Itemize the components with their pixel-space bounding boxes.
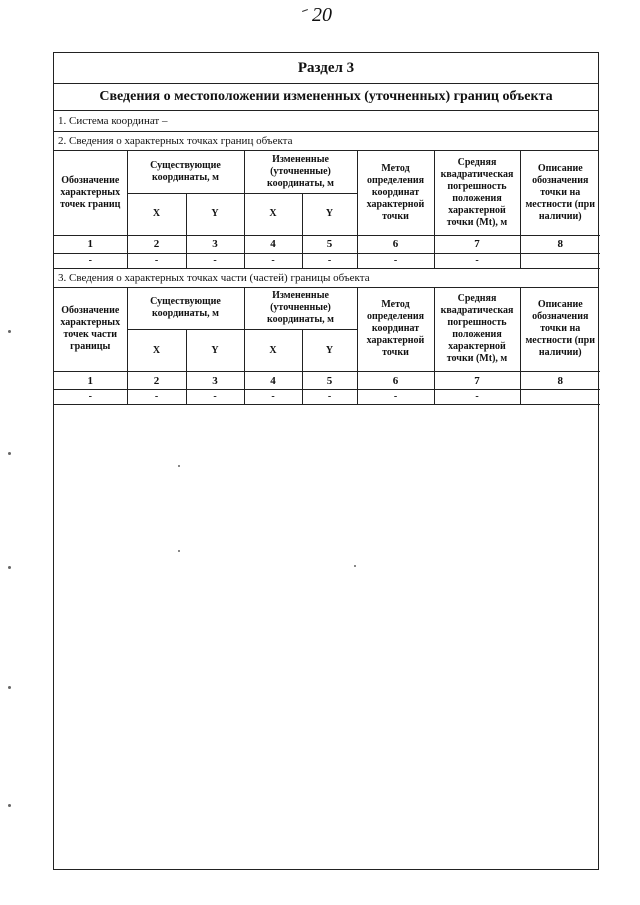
coordinate-system-line: 1. Система координат – <box>54 111 598 132</box>
header-description: Описание обозначения точки на местности (при наличии) <box>520 288 600 372</box>
table-cell: - <box>302 253 357 268</box>
header-description: Описание обозначения точки на местности (при наличии) <box>520 151 600 235</box>
header-existing-coords: Существующие координаты, м <box>127 288 244 330</box>
table2-caption: 3. Сведения о характерных точках части (частей) границы объекта <box>54 269 598 288</box>
table-cell: - <box>244 253 302 268</box>
header-error: Средняя квадратическая погрешность положения характерной точки (Mt), м <box>434 288 520 372</box>
column-number: 1 <box>54 372 127 390</box>
header-x-existing: X <box>127 330 186 372</box>
header-designation: Обозначение характерных точек части границы <box>54 288 127 372</box>
header-x-changed: X <box>244 193 302 235</box>
column-number: 3 <box>186 235 244 253</box>
table1-caption: 2. Сведения о характерных точках границ объекта <box>54 132 598 151</box>
table-cell: - <box>186 390 244 405</box>
scan-speck <box>178 550 180 552</box>
binding-hole-mark <box>8 804 11 807</box>
column-number: 2 <box>127 372 186 390</box>
column-number: 3 <box>186 372 244 390</box>
binding-hole-mark <box>8 566 11 569</box>
empty-area <box>54 405 598 825</box>
column-number: 2 <box>127 235 186 253</box>
header-changed-coords: Измененные (уточненные) координаты, м <box>244 288 357 330</box>
column-number: 6 <box>357 372 434 390</box>
header-x-changed: X <box>244 330 302 372</box>
column-number: 4 <box>244 235 302 253</box>
table-cell: - <box>357 253 434 268</box>
binding-hole-mark <box>8 686 11 689</box>
column-number: 5 <box>302 235 357 253</box>
page-number-mark <box>302 9 308 12</box>
table-cell: - <box>244 390 302 405</box>
table-cell: - <box>302 390 357 405</box>
table-cell: - <box>357 390 434 405</box>
binding-hole-mark <box>8 330 11 333</box>
section-subtitle: Сведения о местоположении измененных (уточненных) границ объекта <box>54 84 598 111</box>
header-method: Метод определения координат характерной точки <box>357 151 434 235</box>
boundary-points-table <box>54 151 600 269</box>
scan-speck <box>354 565 356 567</box>
table-cell <box>520 390 600 405</box>
part-boundary-points-table <box>54 288 600 406</box>
table-cell: - <box>434 390 520 405</box>
header-existing-coords: Существующие координаты, м <box>127 151 244 193</box>
header-changed-coords: Измененные (уточненные) координаты, м <box>244 151 357 193</box>
section-frame <box>53 52 599 870</box>
column-number: 7 <box>434 372 520 390</box>
header-y-changed: Y <box>302 193 357 235</box>
table-cell: - <box>186 253 244 268</box>
binding-hole-mark <box>8 452 11 455</box>
header-error: Средняя квадратическая погрешность положения характерной точки (Mt), м <box>434 151 520 235</box>
column-number: 7 <box>434 235 520 253</box>
table-cell: - <box>434 253 520 268</box>
header-y-existing: Y <box>186 193 244 235</box>
column-number: 8 <box>520 372 600 390</box>
column-number: 6 <box>357 235 434 253</box>
table-cell <box>520 253 600 268</box>
header-designation: Обозначение характерных точек границ <box>54 151 127 235</box>
header-x-existing: X <box>127 193 186 235</box>
column-number: 4 <box>244 372 302 390</box>
table-cell: - <box>127 253 186 268</box>
header-y-existing: Y <box>186 330 244 372</box>
column-number: 8 <box>520 235 600 253</box>
page-number: 20 <box>312 4 332 26</box>
column-number: 5 <box>302 372 357 390</box>
header-y-changed: Y <box>302 330 357 372</box>
table-cell: - <box>54 253 127 268</box>
section-title: Раздел 3 <box>54 53 598 84</box>
column-number: 1 <box>54 235 127 253</box>
header-method: Метод определения координат характерной точки <box>357 288 434 372</box>
table-cell: - <box>54 390 127 405</box>
table-cell: - <box>127 390 186 405</box>
scan-speck <box>178 465 180 467</box>
